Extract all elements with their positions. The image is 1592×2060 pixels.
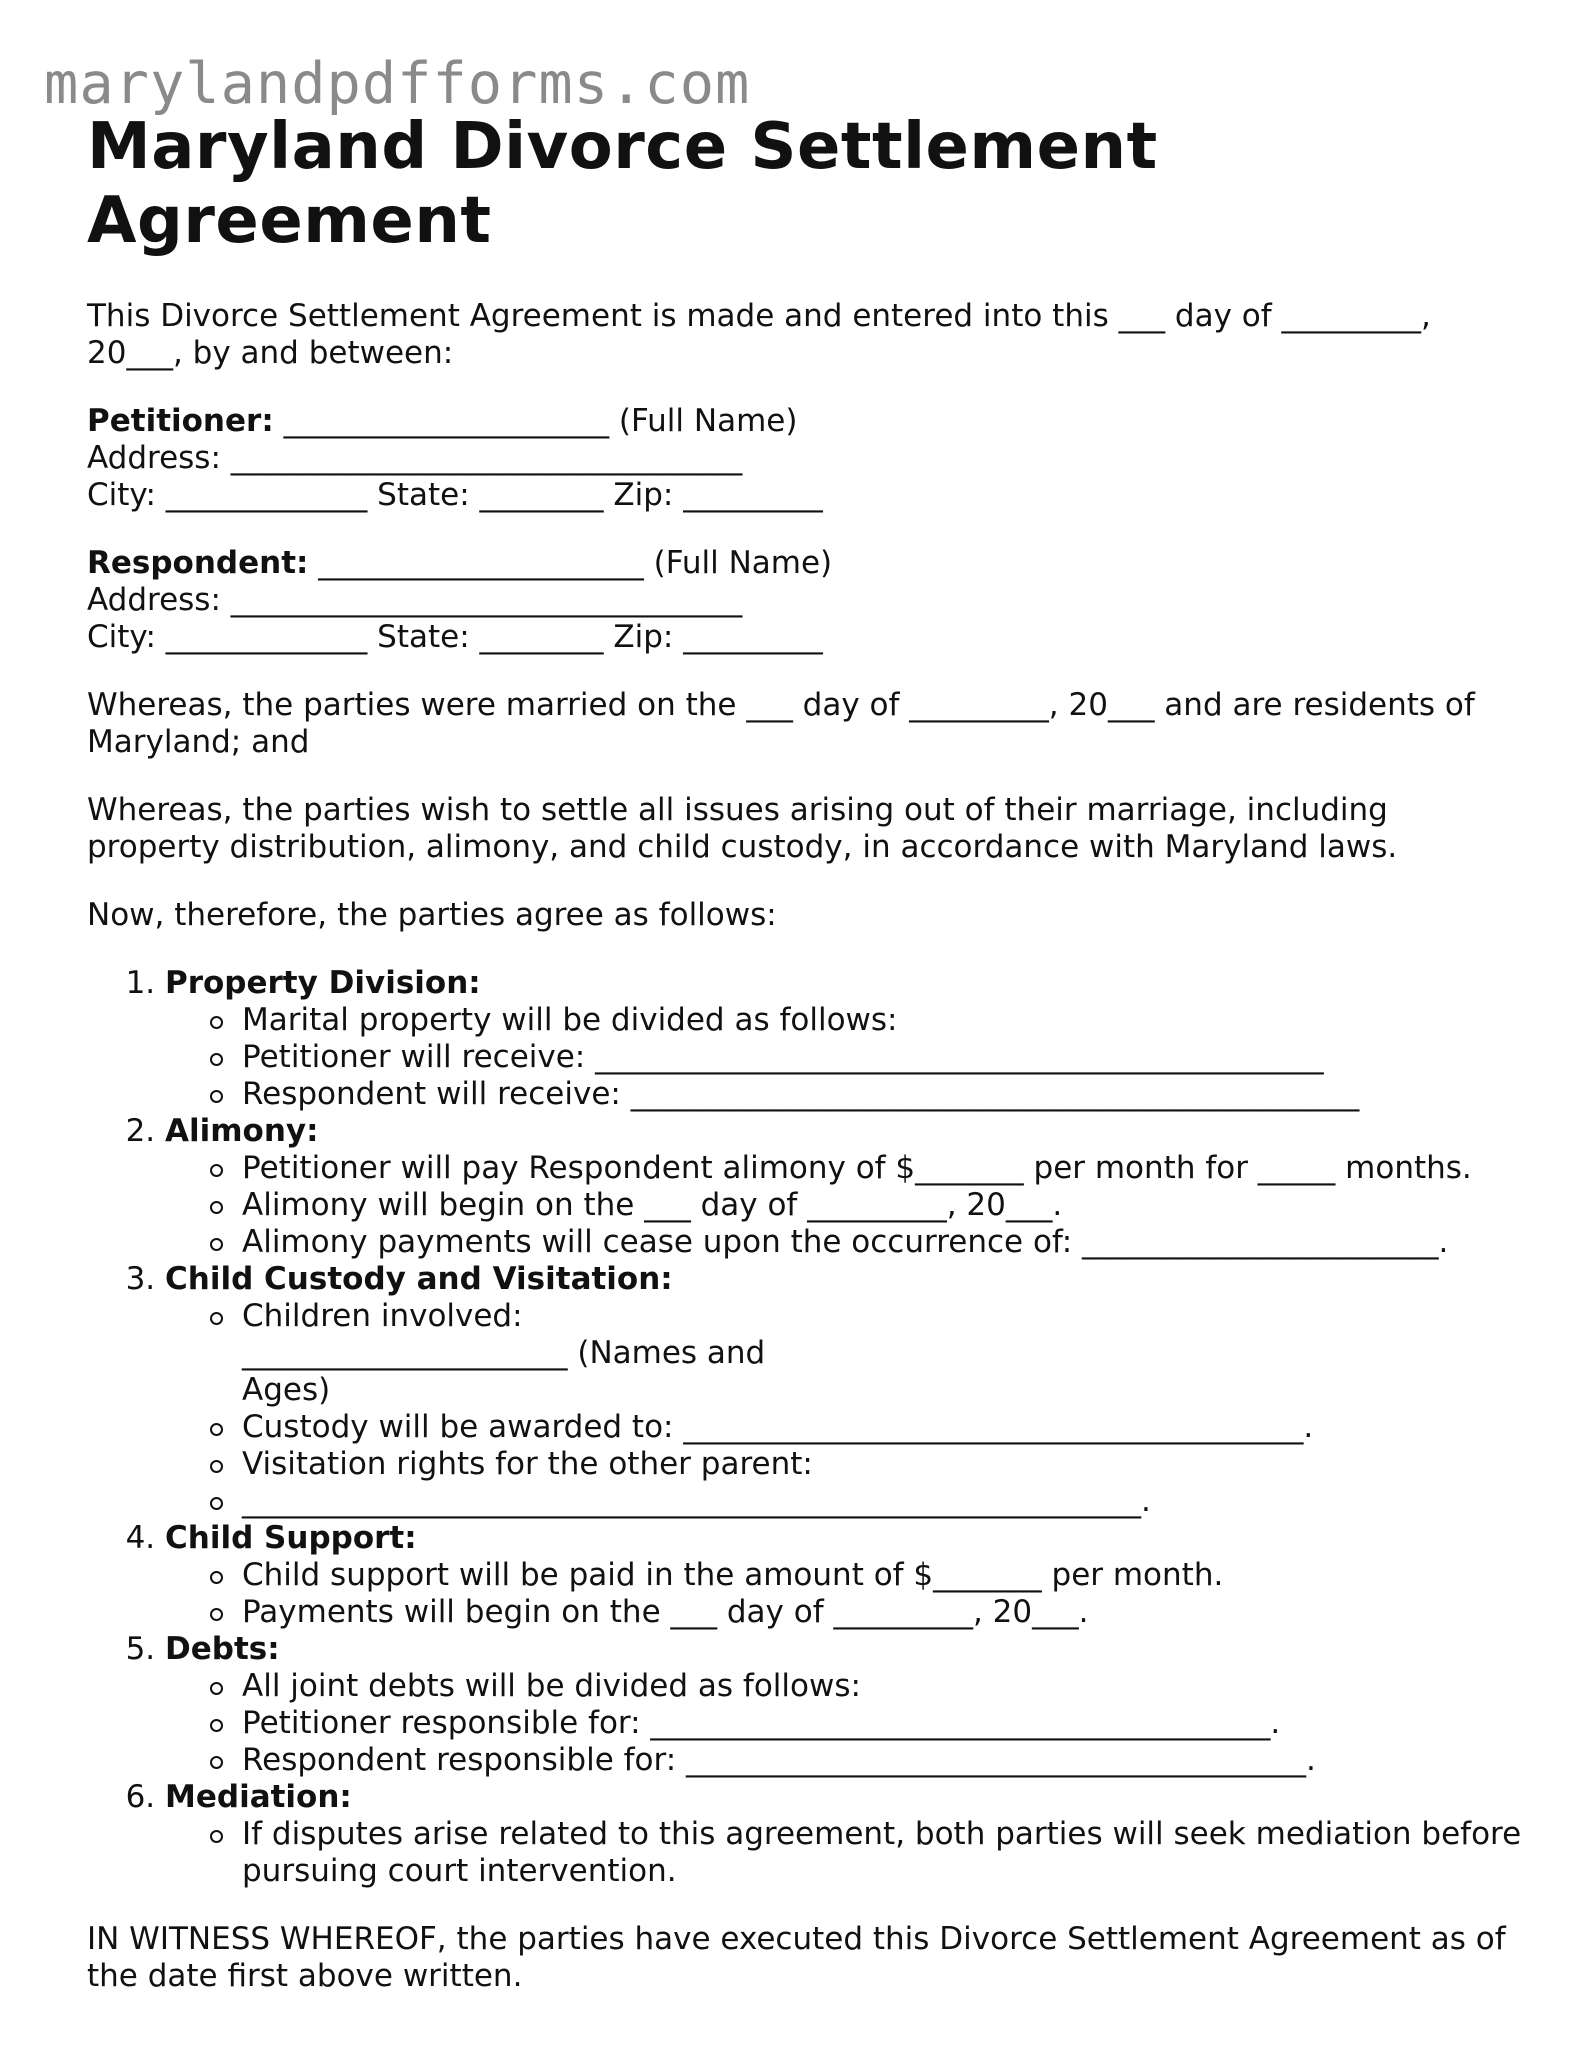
document-title: Maryland Divorce Settlement Agreement: [87, 110, 1158, 258]
list-item: Petitioner will receive: _______________________________________________: [242, 1039, 1527, 1076]
list-item: Child support will be paid in the amount of $_______ per month.: [242, 1557, 1527, 1594]
list-item: Custody will be awarded to: ________________________________________.: [242, 1409, 1527, 1446]
section-heading: Debts:: [165, 1631, 280, 1667]
section-items: [165, 1298, 1527, 1520]
petitioner-block: [87, 403, 1527, 514]
witness-paragraph: IN WITNESS WHEREOF, the parties have executed this Divorce Settlement Agreement as of the date first above written.: [87, 1921, 1506, 1994]
petitioner-city-line: City: _____________ State: ________ Zip: _________: [87, 477, 823, 513]
section-heading: Property Division:: [165, 965, 481, 1001]
list-item: Alimony will begin on the ___ day of _________, 20___.: [242, 1187, 1527, 1224]
list-item: Respondent will receive: _______________________________________________: [242, 1076, 1527, 1113]
list-item: Petitioner will pay Respondent alimony of $_______ per month for _____ months.: [242, 1150, 1527, 1187]
petitioner-label: Petitioner:: [87, 403, 274, 439]
watermark: marylandpdfforms.com: [44, 51, 751, 117]
list-item: Petitioner responsible for: ________________________________________.: [242, 1705, 1527, 1742]
section-alimony: [165, 1113, 1527, 1261]
section-heading: Mediation:: [165, 1779, 352, 1815]
respondent-name-line: [87, 545, 1527, 582]
section-mediation: [165, 1779, 1527, 1890]
section-child-custody: [165, 1261, 1527, 1520]
petitioner-address-line: Address: _________________________________: [87, 440, 743, 476]
list-item: Alimony payments will cease upon the occurrence of: _______________________.: [242, 1224, 1527, 1261]
section-property-division: [165, 965, 1527, 1113]
intro-paragraph: This Divorce Settlement Agreement is made and entered into this ___ day of _________, 20___, by and between:: [87, 298, 1431, 371]
list-item: Marital property will be divided as follows:: [242, 1002, 1527, 1039]
section-items: [165, 1668, 1527, 1779]
document-body: [87, 110, 1527, 1995]
respondent-block: [87, 545, 1527, 656]
respondent-name-field: _____________________ (Full Name): [318, 545, 833, 581]
list-item: Children involved: _____________________ (Names and Ages): [242, 1298, 802, 1409]
respondent-label: Respondent:: [87, 545, 309, 581]
whereas-settle-paragraph: Whereas, the parties wish to settle all issues arising out of their marriage, including property distribution, alimony, and child custody, in accordance with Maryland laws.: [87, 792, 1398, 865]
section-heading: Child Support:: [165, 1520, 417, 1556]
respondent-address-line: Address: _________________________________: [87, 582, 743, 618]
petitioner-name-field: _____________________ (Full Name): [283, 403, 798, 439]
section-child-support: [165, 1520, 1527, 1631]
list-item: If disputes arise related to this agreement, both parties will seek mediation before pursuing court intervention.: [242, 1816, 1527, 1890]
section-heading: Child Custody and Visitation:: [165, 1261, 673, 1297]
section-items: [165, 1557, 1527, 1631]
now-therefore-paragraph: Now, therefore, the parties agree as follows:: [87, 897, 777, 933]
list-item: Respondent responsible for: ________________________________________.: [242, 1742, 1527, 1779]
petitioner-name-line: [87, 403, 1527, 440]
section-items: [165, 1816, 1527, 1890]
section-heading: Alimony:: [165, 1113, 319, 1149]
list-item: Visitation rights for the other parent:: [242, 1446, 1527, 1483]
list-item: __________________________________________________________.: [242, 1483, 1527, 1520]
respondent-city-line: City: _____________ State: ________ Zip: _________: [87, 619, 823, 655]
section-debts: [165, 1631, 1527, 1779]
section-items: [165, 1150, 1527, 1261]
agreement-sections: [87, 965, 1527, 1890]
section-items: [165, 1002, 1527, 1113]
whereas-married-paragraph: Whereas, the parties were married on the ___ day of _________, 20___ and are residents of Maryland; and: [87, 687, 1475, 760]
list-item: All joint debts will be divided as follows:: [242, 1668, 1527, 1705]
list-item: Payments will begin on the ___ day of _________, 20___.: [242, 1594, 1527, 1631]
